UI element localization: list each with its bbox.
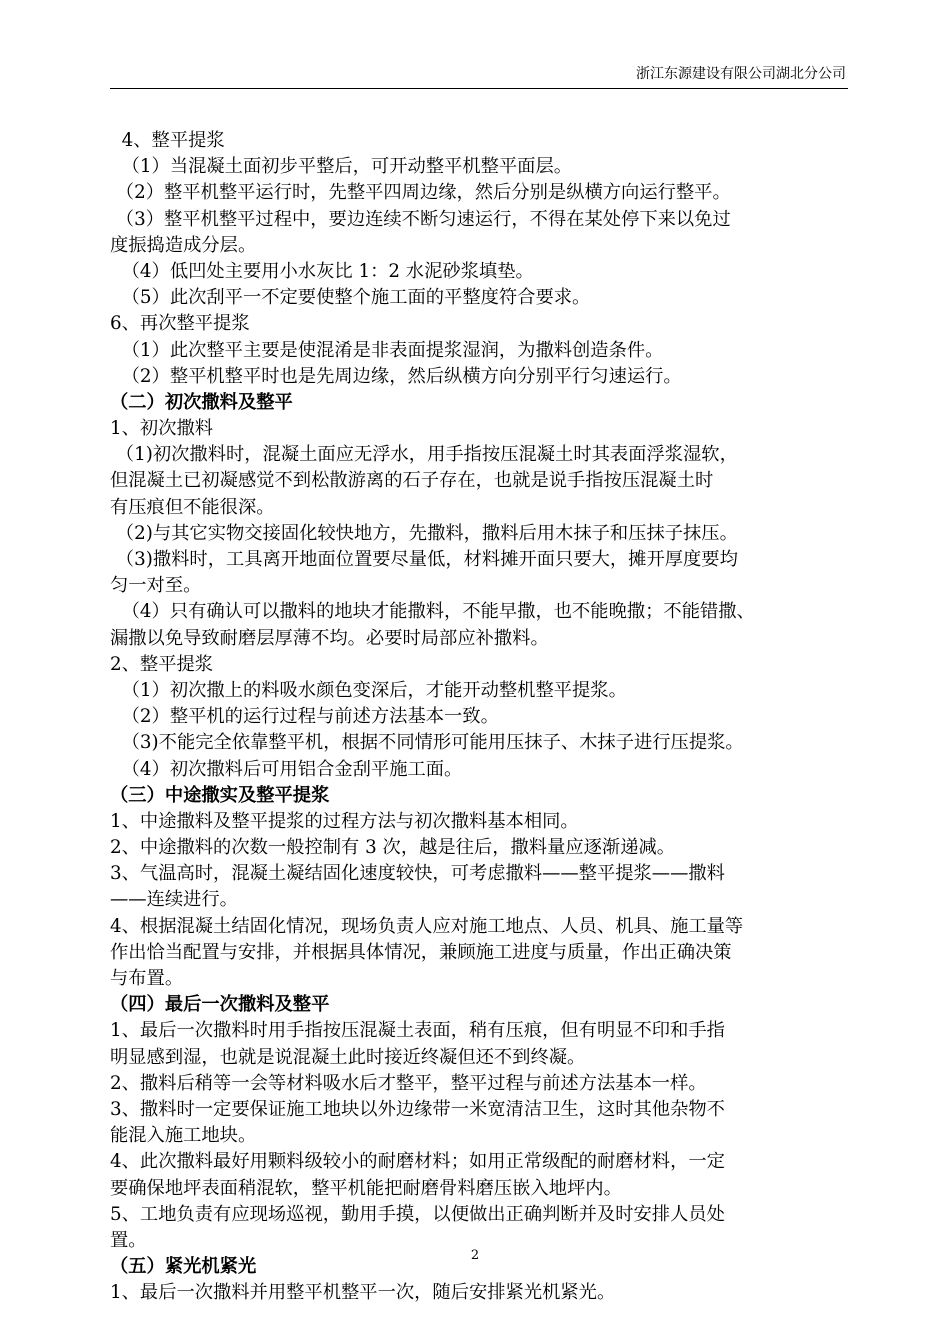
paragraph-line: 1、中途撒料及整平提浆的过程方法与初次撒料基本相同。 (110, 810, 579, 832)
paragraph-line: 能混入施工地块。 (110, 1125, 257, 1147)
paragraph-line: （1）此次整平主要是使混淆是非表面提浆湿润，为撒料创造条件。 (110, 339, 664, 361)
paragraph-line: 置。 (110, 1229, 147, 1251)
company-name: 浙江东源建设有限公司湖北分公司 (636, 66, 846, 82)
bold-heading: （四）最后一次撒料及整平 (110, 994, 330, 1016)
paragraph-line: （1）当混凝土面初步平整后，可开动整平机整平面层。 (110, 156, 573, 178)
paragraph-line: （4）初次撒料后可用铝合金刮平施工面。 (110, 758, 463, 780)
paragraph-line: 明显感到湿，也就是说混凝土此时接近终凝但还不到终凝。 (110, 1046, 586, 1068)
paragraph-line: （2)与其它实物交接固化较快地方，先撒料，撒料后用木抹子和压抹子抹压。 (110, 522, 738, 544)
paragraph-line: （4）低凹处主要用小水灰比 1：2 水泥砂浆填垫。 (110, 260, 534, 282)
page-number: 2 (470, 1248, 480, 1263)
paragraph-line: ——连续进行。 (110, 889, 238, 911)
paragraph-line: 2、中途撒料的次数一般控制有 3 次，越是往后，撒料量应逐渐递减。 (110, 837, 676, 859)
paragraph-line: 4、此次撒料最好用颗料级较小的耐磨材料；如用正常级配的耐磨材料，一定 (110, 1151, 725, 1173)
paragraph-line: 匀一对至。 (110, 575, 202, 597)
paragraph-line: 有压痕但不能很深。 (110, 496, 275, 518)
page-header (110, 62, 848, 89)
section-heading: 4、整平提浆 (110, 130, 225, 151)
paragraph-line: （3）整平机整平过程中，要边连续不断匀速运行，不得在某处停下来以免过 (110, 208, 731, 230)
paragraph-line: （4）只有确认可以撒料的地块才能撒料，不能早撒，也不能晚撒；不能错撒、 (110, 601, 755, 623)
paragraph-line: （3)撒料时，工具离开地面位置要尽量低，材料摊开面只要大，摊开厚度要均 (110, 549, 738, 570)
paragraph-line: （1）初次撒上的料吸水颜色变深后，才能开动整机整平提浆。 (110, 679, 627, 701)
paragraph-line: 度振捣造成分层。 (110, 234, 257, 256)
paragraph-line: 与布置。 (110, 968, 184, 989)
paragraph-line: 要确保地坪表面稍混软，整平机能把耐磨骨料磨压嵌入地坪内。 (110, 1177, 622, 1199)
paragraph-line: （2）整平机整平运行时，先整平四周边缘，然后分别是纵横方向运行整平。 (110, 182, 731, 204)
paragraph-line: 1、最后一次撒料并用整平机整平一次，随后安排紧光机紧光。 (110, 1282, 616, 1304)
paragraph-line: 漏撒以免导致耐磨层厚薄不均。必要时局部应补撒料。 (110, 627, 549, 649)
paragraph-line: 作出恰当配置与安排，并根据具体情况，兼顾施工进度与质量，作出正确决策 (110, 941, 732, 963)
paragraph-line: 1、最后一次撒料时用手指按压混凝土表面，稍有压痕，但有明显不印和手指 (110, 1020, 725, 1042)
bold-heading: （五）紧光机紧光 (110, 1256, 257, 1278)
bold-heading: （三）中途撒实及整平提浆 (110, 784, 330, 806)
section-heading: 2、整平提浆 (110, 653, 214, 675)
section-heading: 1、初次撒料 (110, 418, 214, 440)
paragraph-line: 但混凝土已初凝感觉不到松散游离的石子存在，也就是说手指按压混凝土时 (110, 470, 714, 492)
paragraph-line: 5、工地负责有应现场巡视，勤用手摸，以便做出正确判断并及时安排人员处 (110, 1203, 725, 1225)
document-body (110, 128, 850, 1306)
paragraph-line: 3、气温高时，混凝土凝结固化速度较快，可考虑撒料——整平提浆——撒料 (110, 863, 725, 885)
paragraph-line: （5）此次刮平一不定要使整个施工面的平整度符合要求。 (110, 287, 591, 309)
paragraph-line: （1)初次撒料时，混凝土面应无浮水，用手指按压混凝土时其表面浮浆湿软， (110, 444, 738, 466)
paragraph-line: 2、撒料后稍等一会等材料吸水后才整平，整平过程与前述方法基本一样。 (110, 1072, 707, 1094)
paragraph-line: 3、撒料时一定要保证施工地块以外边缘带一米宽清洁卫生，这时其他杂物不 (110, 1098, 725, 1120)
section-heading: 6、再次整平提浆 (110, 313, 250, 335)
paragraph-line: （3)不能完全依靠整平机，根据不同情形可能用压抹子、木抹子进行压提浆。 (110, 732, 744, 754)
paragraph-line: 4、根据混凝土结固化情况，现场负责人应对施工地点、人员、机具、施工量等 (110, 915, 744, 937)
paragraph-line: （2）整平机的运行过程与前述方法基本一致。 (110, 706, 499, 728)
paragraph-line: （2）整平机整平时也是先周边缘，然后纵横方向分别平行匀速运行。 (110, 365, 682, 387)
bold-heading: （二）初次撒料及整平 (110, 391, 293, 413)
